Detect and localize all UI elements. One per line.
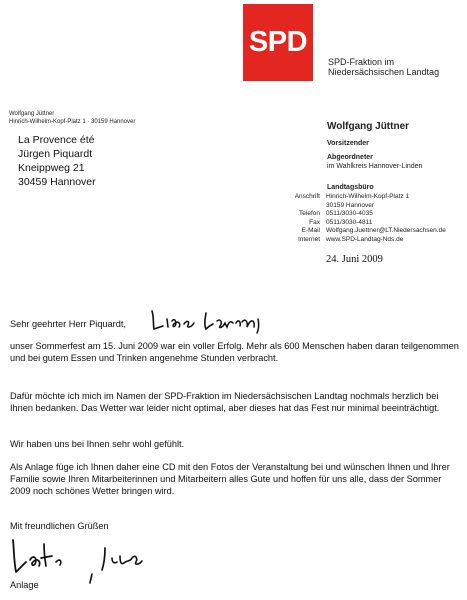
contact-label: Anschrift bbox=[294, 193, 320, 200]
paragraph-1: unser Sommerfest am 15. Juni 2009 war ein voller Erfolg. Mehr als 600 Menschen haben daran teilgenommen und bei gutem Essen und Trinken angenehme Stunden verbracht. bbox=[10, 341, 459, 363]
right-role: Vorsitzender bbox=[327, 140, 369, 147]
contact-value: Hinrich-Wilhelm-Kopf-Platz 1 bbox=[326, 193, 410, 200]
contact-label: Internet bbox=[297, 235, 320, 243]
recipient-line-3: Kneippweg 21 bbox=[18, 162, 85, 174]
letter-date: 24. Juni 2009 bbox=[326, 254, 383, 265]
right-name: Wolfgang Jüttner bbox=[327, 121, 410, 132]
contact-value: 30159 Hannover bbox=[326, 201, 375, 209]
contact-label: Fax bbox=[309, 218, 320, 226]
handwritten-greeting bbox=[148, 303, 268, 335]
paragraph-4: Als Anlage füge ich Ihnen daher eine CD mit den Fotos der Veranstaltung bei und wünschen Ihnen und Ihrer Familie sowie Ihren Mitarbeiterinnen und Mitarbeitern alles Gute und hoffen für uns alle, dass der Sommer 2009 noch schönes Wetter bringen wird. bbox=[10, 462, 450, 496]
recipient-line-1: La Provence été bbox=[18, 134, 95, 146]
sender-address-small: Hinrich-Wilhelm-Kopf-Platz 1 · 30159 Hannover bbox=[9, 119, 136, 125]
recipient-line-2: Jürgen Piquardt bbox=[18, 148, 93, 160]
spd-logo bbox=[243, 4, 313, 81]
contact-label: E-Mail bbox=[301, 227, 320, 234]
right-title: Abgeordneter bbox=[327, 154, 373, 161]
office-heading: Landtagsbüro bbox=[327, 184, 374, 191]
spd-logo-text: SPD bbox=[248, 26, 308, 58]
paragraph-2: Dafür möchte ich mich im Namen der SPD-Fraktion im Niedersächsischen Landtag nochmals herzlich bei Ihnen bedanken. Das Wetter war leider nicht optimal, aber dieses hat das Fest nur minimal beeinträchtigt. bbox=[10, 391, 440, 413]
contact-value: 0511/3030-4811 bbox=[326, 218, 373, 226]
closing: Mit freundlichen Grüßen bbox=[10, 521, 109, 531]
fraktion-line-1: SPD-Fraktion im bbox=[328, 57, 395, 67]
right-district: im Wahlkreis Hannover-Linden bbox=[327, 163, 423, 170]
salutation: Sehr geehrter Herr Piquardt, bbox=[10, 319, 126, 329]
paragraph-3: Wir haben uns bei Ihnen sehr wohl gefühlt. bbox=[10, 439, 185, 449]
enclosure-label: Anlage bbox=[10, 580, 39, 590]
website-link[interactable]: www.SPD-Landtag-Nds.de bbox=[326, 235, 404, 243]
handwritten-signature bbox=[8, 534, 178, 584]
sender-name-small: Wolfgang Jüttner bbox=[9, 111, 55, 117]
fraktion-line-2: Niedersächsischen Landtag bbox=[328, 67, 440, 77]
recipient-line-4: 30459 Hannover bbox=[18, 176, 96, 188]
email-link[interactable]: Wolfgang.Juettner@LT.Niedersachsen.de bbox=[326, 227, 446, 234]
contact-value: 0511/3030-4035 bbox=[326, 210, 373, 217]
contact-label: Telefon bbox=[299, 210, 320, 217]
